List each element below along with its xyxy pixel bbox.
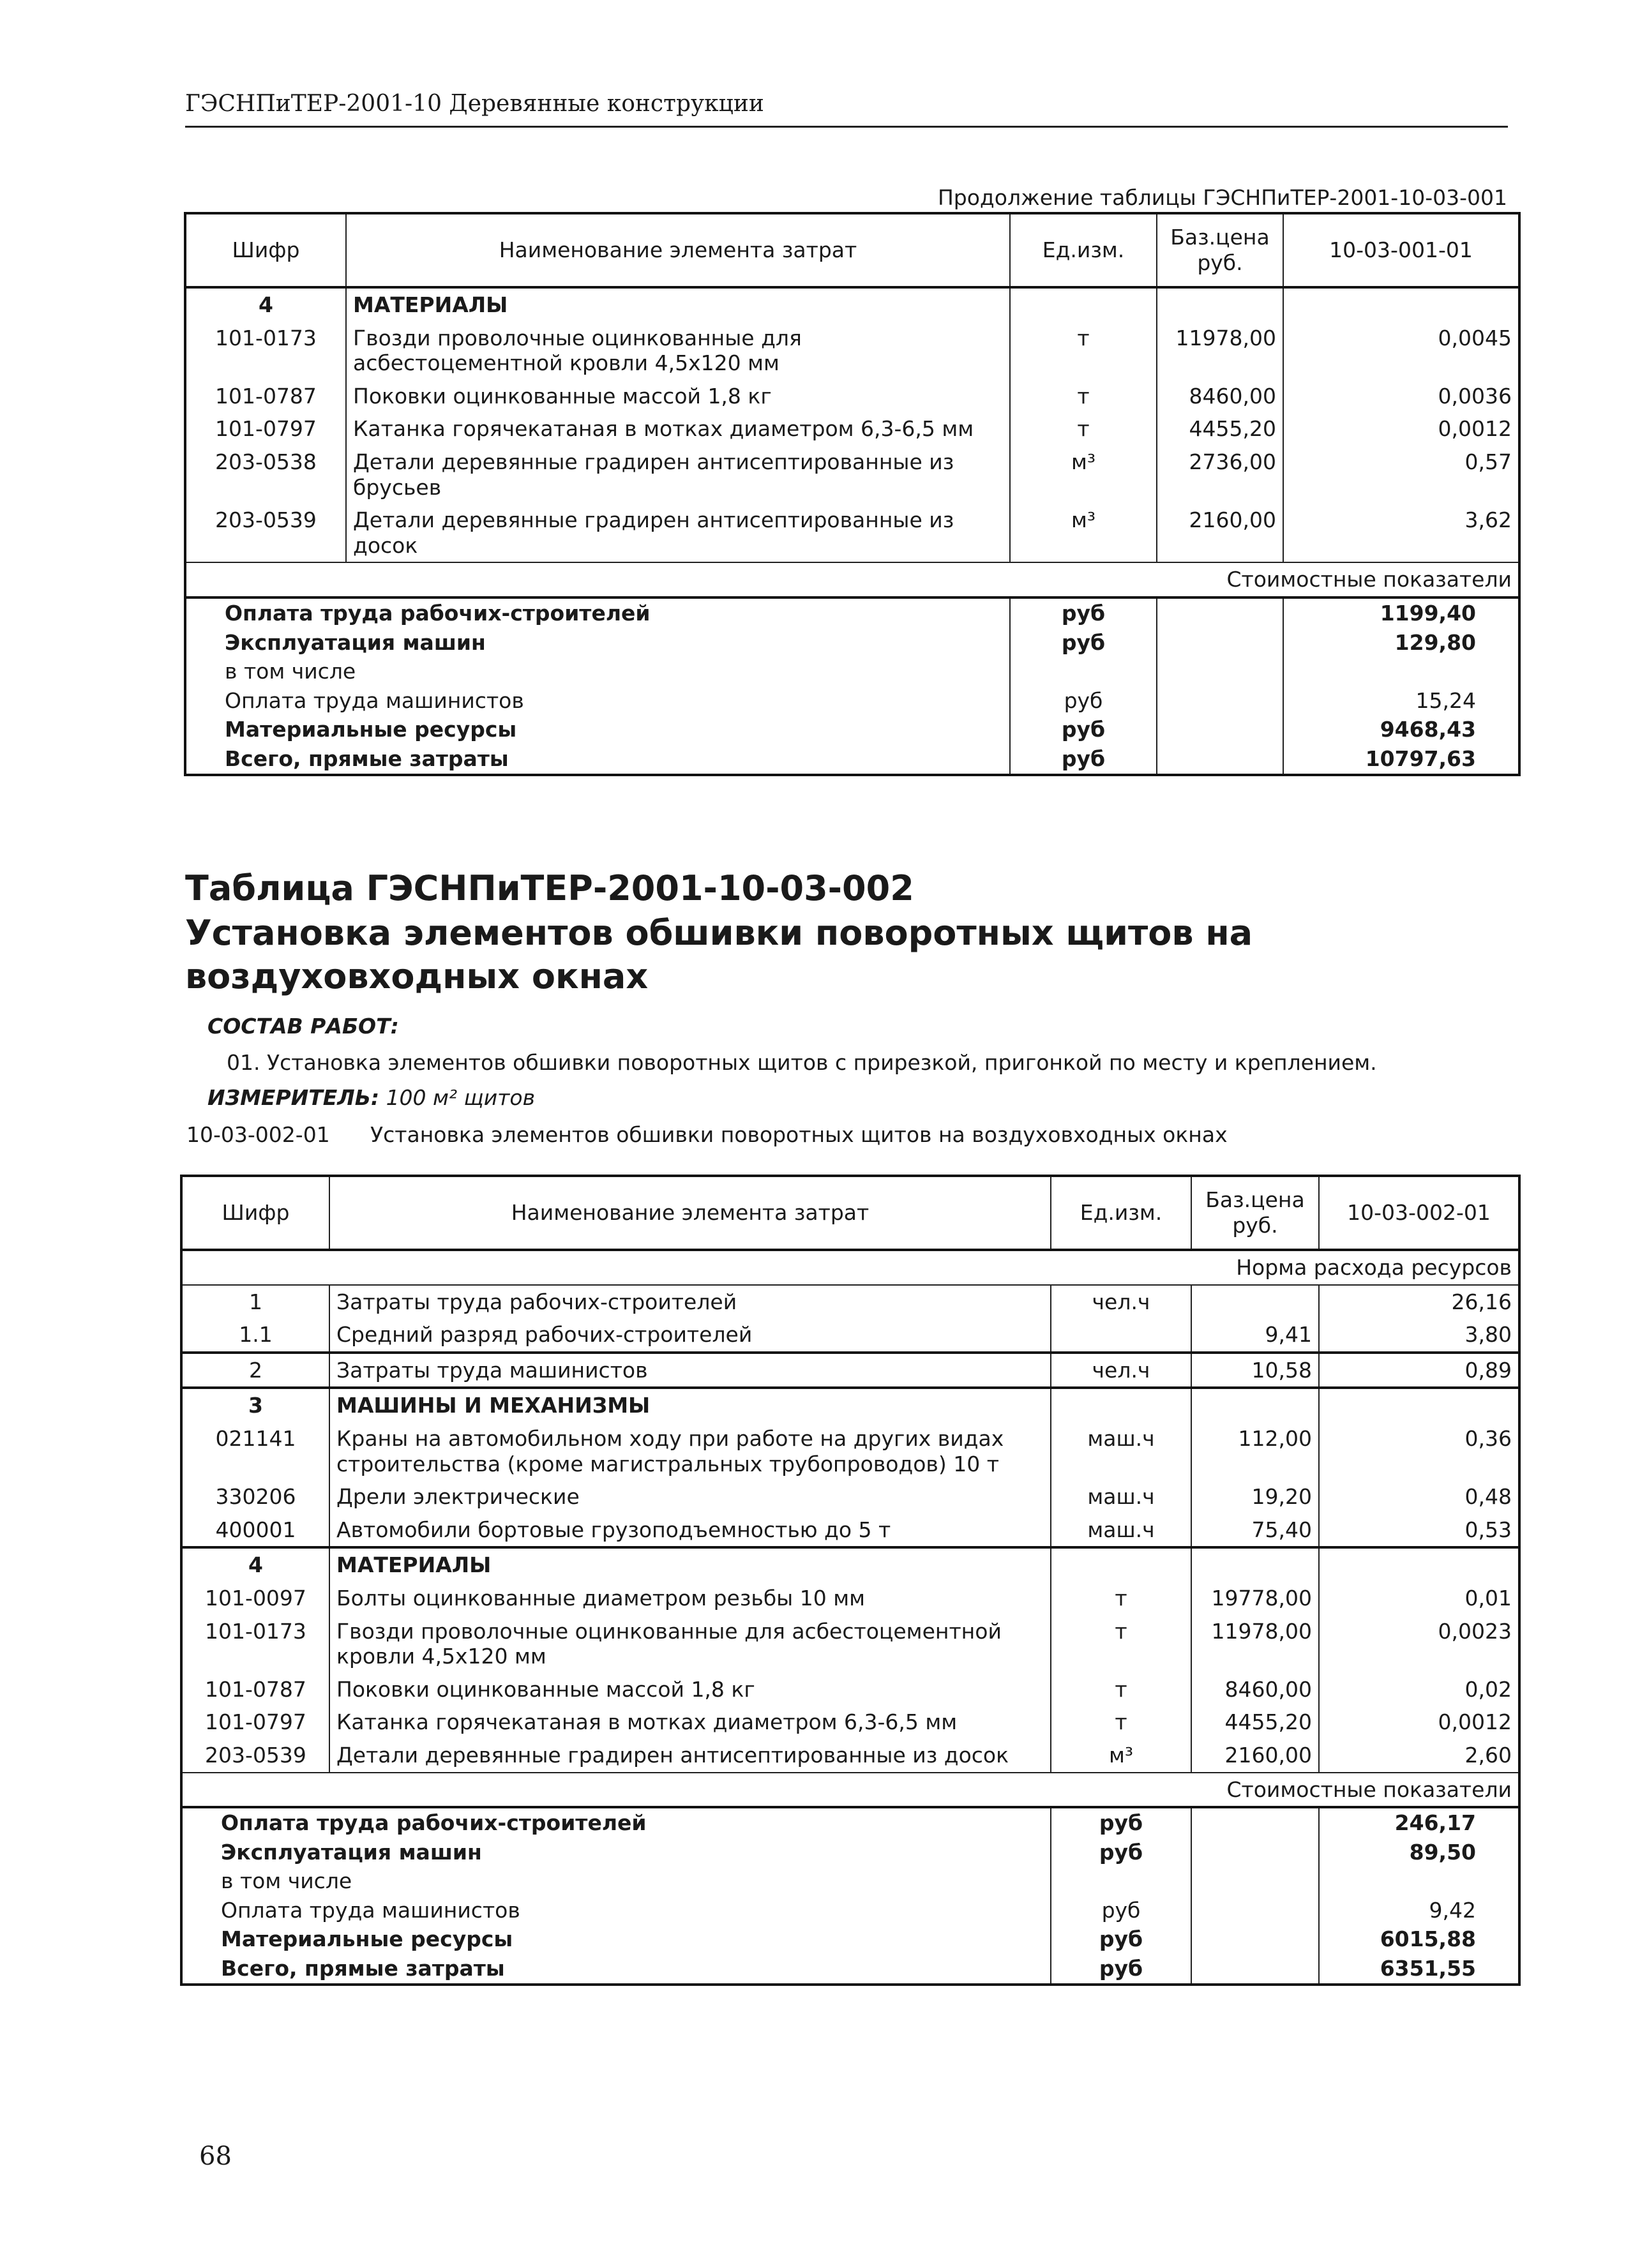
row-name: Болты оцинкованные диаметром резьбы 10 мм — [329, 1582, 1051, 1615]
summary-price-empty — [1157, 657, 1283, 686]
row-name: Дрели электрические — [329, 1480, 1051, 1513]
summary-row — [185, 686, 1519, 716]
summary-price-empty — [1157, 744, 1283, 775]
summary-label: Оплата труда машинистов — [225, 687, 524, 713]
table-row — [181, 1388, 1519, 1422]
norm-header: Норма расхода ресурсов — [181, 1250, 1519, 1285]
table-row — [185, 322, 1519, 380]
row-price: 75,40 — [1191, 1513, 1319, 1548]
cost-header: Стоимостные показатели — [185, 562, 1519, 597]
row-value: 0,0036 — [1283, 380, 1519, 413]
row-unit: т — [1051, 1706, 1191, 1739]
row-code: 101-0797 — [181, 1706, 329, 1739]
summary-row — [185, 628, 1519, 657]
summary-value: 6351,55 — [1319, 1954, 1519, 1985]
summary-row — [185, 715, 1519, 744]
summary-price-empty — [1157, 628, 1283, 657]
row-value: 26,16 — [1319, 1285, 1519, 1319]
summary-label: Материальные ресурсы — [225, 717, 517, 742]
summary-value: 9,42 — [1319, 1896, 1519, 1925]
summary-unit: руб — [1051, 1954, 1191, 1985]
summary-row — [185, 657, 1519, 686]
row-unit: м³ — [1010, 446, 1157, 504]
item-code: 10-03-002-01 — [186, 1122, 330, 1147]
summary-row — [181, 1954, 1519, 1985]
table-row — [181, 1318, 1519, 1353]
summary-row — [181, 1896, 1519, 1925]
row-price: 2160,00 — [1191, 1739, 1319, 1773]
col-price: Баз.цена руб. — [1157, 213, 1283, 287]
table-subtitle: Установка элементов обшивки поворотных щитов на воздуховходных окнах — [185, 913, 1253, 996]
row-code: 330206 — [181, 1480, 329, 1513]
row-code: 400001 — [181, 1513, 329, 1548]
row-value: 0,01 — [1319, 1582, 1519, 1615]
summary-price-empty — [1191, 1807, 1319, 1838]
row-value: 0,0012 — [1283, 412, 1519, 446]
row-price: 112,00 — [1191, 1422, 1319, 1480]
row-name: Поковки оцинкованные массой 1,8 кг — [329, 1673, 1051, 1706]
row-name: Средний разряд рабочих-строителей — [329, 1318, 1051, 1353]
row-code: 101-0787 — [181, 1673, 329, 1706]
row-value: 0,0023 — [1319, 1615, 1519, 1673]
row-unit: м³ — [1051, 1739, 1191, 1773]
row-price: 2736,00 — [1157, 446, 1283, 504]
summary-unit: руб — [1051, 1896, 1191, 1925]
row-value: 0,02 — [1319, 1673, 1519, 1706]
empty-cell — [1283, 287, 1519, 322]
row-name: Гвозди проволочные оцинкованные для асбестоцементной кровли 4,5х120 мм — [329, 1615, 1051, 1673]
table-row — [181, 1739, 1519, 1773]
table-row — [181, 1547, 1519, 1582]
measure-line — [207, 1085, 535, 1110]
summary-label: в том числе — [221, 1868, 352, 1894]
row-name: Автомобили бортовые грузоподъемностью до 5 т — [329, 1513, 1051, 1548]
page-number: 68 — [199, 2142, 232, 2171]
summary-unit — [1010, 657, 1157, 686]
table-row — [181, 1582, 1519, 1615]
section-row — [185, 287, 1519, 322]
table-row — [181, 1480, 1519, 1513]
row-price: 4455,20 — [1191, 1706, 1319, 1739]
summary-unit — [1051, 1866, 1191, 1896]
row-value: 0,0045 — [1283, 322, 1519, 380]
table-row — [181, 1615, 1519, 1673]
row-code: 203-0539 — [181, 1739, 329, 1773]
row-unit: маш.ч — [1051, 1513, 1191, 1548]
row-value: 3,80 — [1319, 1318, 1519, 1353]
row-unit: т — [1051, 1582, 1191, 1615]
item-name: Установка элементов обшивки поворотных щитов на воздуховходных окнах — [370, 1122, 1228, 1147]
measure-value: 100 м² щитов — [386, 1085, 536, 1110]
table-row — [185, 504, 1519, 562]
table-row — [181, 1706, 1519, 1739]
norm-header-row — [181, 1250, 1519, 1285]
col-code: Шифр — [185, 213, 346, 287]
row-name: Затраты труда рабочих-строителей — [329, 1285, 1051, 1319]
summary-value: 246,17 — [1319, 1807, 1519, 1838]
row-name: Катанка горячекатаная в мотках диаметром 6,3-6,5 мм — [329, 1706, 1051, 1739]
row-value: 0,0012 — [1319, 1706, 1519, 1739]
cost-table-1 — [184, 212, 1521, 776]
summary-value — [1283, 657, 1519, 686]
row-value: 0,36 — [1319, 1422, 1519, 1480]
summary-unit: руб — [1051, 1838, 1191, 1867]
summary-price-empty — [1191, 1925, 1319, 1954]
summary-price-empty — [1157, 686, 1283, 716]
table-row — [181, 1673, 1519, 1706]
summary-label: Оплата труда рабочих-строителей — [185, 597, 1010, 628]
table-caption: Продолжение таблицы ГЭСНПиТЕР-2001-10-03-001 — [937, 185, 1507, 210]
summary-unit: руб — [1010, 686, 1157, 716]
summary-price-empty — [1191, 1954, 1319, 1985]
row-code: 101-0787 — [185, 380, 346, 413]
row-value: 0,53 — [1319, 1513, 1519, 1548]
row-name: Поковки оцинкованные массой 1,8 кг — [346, 380, 1010, 413]
summary-row — [181, 1838, 1519, 1867]
cost-header-row — [185, 562, 1519, 597]
table-header-row — [185, 213, 1519, 287]
row-price: 19778,00 — [1191, 1582, 1319, 1615]
empty-cell — [1010, 287, 1157, 322]
col-norm: 10-03-001-01 — [1283, 213, 1519, 287]
row-code: 4 — [181, 1547, 329, 1582]
summary-label: Материальные ресурсы — [221, 1926, 513, 1952]
summary-value: 129,80 — [1283, 628, 1519, 657]
row-price: 8460,00 — [1191, 1673, 1319, 1706]
row-unit: маш.ч — [1051, 1480, 1191, 1513]
summary-label: Оплата труда машинистов — [221, 1897, 520, 1923]
col-name: Наименование элемента затрат — [329, 1176, 1051, 1250]
row-value — [1319, 1388, 1519, 1422]
summary-value: 10797,63 — [1283, 744, 1519, 775]
summary-row — [185, 597, 1519, 628]
table-title: Таблица ГЭСНПиТЕР-2001-10-03-002 — [185, 868, 914, 908]
col-price: Баз.цена руб. — [1191, 1176, 1319, 1250]
row-code: 1.1 — [181, 1318, 329, 1353]
row-name: МАШИНЫ И МЕХАНИЗМЫ — [329, 1388, 1051, 1422]
summary-row — [181, 1866, 1519, 1896]
work-item: 01. Установка элементов обшивки поворотных щитов с прирезкой, пригонкой по месту и креплением. — [227, 1050, 1377, 1075]
cost-header-row — [181, 1773, 1519, 1808]
row-price — [1191, 1388, 1319, 1422]
row-code: 101-0173 — [181, 1615, 329, 1673]
row-price: 9,41 — [1191, 1318, 1319, 1353]
summary-row — [181, 1807, 1519, 1838]
table-header-row — [181, 1176, 1519, 1250]
row-value: 2,60 — [1319, 1739, 1519, 1773]
row-price — [1191, 1547, 1319, 1582]
summary-row — [185, 744, 1519, 775]
summary-unit: руб — [1010, 715, 1157, 744]
summary-value: 89,50 — [1319, 1838, 1519, 1867]
table-row — [185, 446, 1519, 504]
row-price: 2160,00 — [1157, 504, 1283, 562]
row-code: 1 — [181, 1285, 329, 1319]
row-price: 8460,00 — [1157, 380, 1283, 413]
row-name: Детали деревянные градирен антисептированные из брусьев — [346, 446, 1010, 504]
table-row — [181, 1513, 1519, 1548]
row-unit: м³ — [1010, 504, 1157, 562]
row-price: 4455,20 — [1157, 412, 1283, 446]
summary-value — [1319, 1866, 1519, 1896]
row-unit: т — [1010, 412, 1157, 446]
summary-price-empty — [1191, 1896, 1319, 1925]
summary-price-empty — [1157, 597, 1283, 628]
summary-value: 9468,43 — [1283, 715, 1519, 744]
row-value: 0,89 — [1319, 1353, 1519, 1388]
summary-price-empty — [1157, 715, 1283, 744]
row-code: 203-0539 — [185, 504, 346, 562]
row-price: 19,20 — [1191, 1480, 1319, 1513]
summary-label: в том числе — [225, 659, 356, 684]
section-title: МАТЕРИАЛЫ — [346, 287, 1010, 322]
summary-value: 6015,88 — [1319, 1925, 1519, 1954]
row-unit: т — [1051, 1615, 1191, 1673]
row-name: МАТЕРИАЛЫ — [329, 1547, 1051, 1582]
measure-label: ИЗМЕРИТЕЛЬ: — [207, 1085, 380, 1110]
row-name: Краны на автомобильном ходу при работе на других видах строительства (кроме магистральных трубопроводов) 10 т — [329, 1422, 1051, 1480]
row-code: 021141 — [181, 1422, 329, 1480]
row-name: Детали деревянные градирен антисептированные из досок — [329, 1739, 1051, 1773]
row-code: 203-0538 — [185, 446, 346, 504]
row-unit — [1051, 1318, 1191, 1353]
row-code: 2 — [181, 1353, 329, 1388]
summary-label: Всего, прямые затраты — [221, 1956, 505, 1981]
summary-unit: руб — [1010, 744, 1157, 775]
row-code: 101-0797 — [185, 412, 346, 446]
running-header: ГЭСНПиТЕР-2001-10 Деревянные конструкции — [185, 91, 1508, 128]
row-value: 3,62 — [1283, 504, 1519, 562]
empty-cell — [1157, 287, 1283, 322]
table-row — [185, 380, 1519, 413]
cost-table-2 — [180, 1175, 1521, 1986]
row-price: 11978,00 — [1157, 322, 1283, 380]
summary-label: Эксплуатация машин — [225, 629, 486, 655]
row-unit: чел.ч — [1051, 1353, 1191, 1388]
row-code: 101-0097 — [181, 1582, 329, 1615]
summary-price-empty — [1191, 1866, 1319, 1896]
row-unit — [1051, 1388, 1191, 1422]
row-code: 3 — [181, 1388, 329, 1422]
row-unit — [1051, 1547, 1191, 1582]
work-composition-label: СОСТАВ РАБОТ: — [207, 1014, 399, 1039]
row-value — [1319, 1547, 1519, 1582]
row-name: Затраты труда машинистов — [329, 1353, 1051, 1388]
row-unit: т — [1010, 380, 1157, 413]
row-unit: т — [1010, 322, 1157, 380]
section-number: 4 — [185, 287, 346, 322]
summary-label: Эксплуатация машин — [221, 1839, 482, 1865]
summary-label: Оплата труда рабочих-строителей — [181, 1807, 1051, 1838]
row-name: Гвозди проволочные оцинкованные для асбестоцементной кровли 4,5х120 мм — [346, 322, 1010, 380]
summary-unit: руб — [1010, 628, 1157, 657]
summary-unit: руб — [1010, 597, 1157, 628]
cost-header: Стоимостные показатели — [181, 1773, 1519, 1808]
col-norm: 10-03-002-01 — [1319, 1176, 1519, 1250]
summary-label: Всего, прямые затраты — [225, 746, 509, 771]
summary-price-empty — [1191, 1838, 1319, 1867]
summary-unit: руб — [1051, 1925, 1191, 1954]
summary-row — [181, 1925, 1519, 1954]
row-price: 11978,00 — [1191, 1615, 1319, 1673]
col-name: Наименование элемента затрат — [346, 213, 1010, 287]
row-name: Катанка горячекатаная в мотках диаметром 6,3-6,5 мм — [346, 412, 1010, 446]
summary-value: 1199,40 — [1283, 597, 1519, 628]
row-name: Детали деревянные градирен антисептированные из досок — [346, 504, 1010, 562]
table-row — [181, 1353, 1519, 1388]
col-unit: Ед.изм. — [1010, 213, 1157, 287]
row-price: 10,58 — [1191, 1353, 1319, 1388]
row-unit: маш.ч — [1051, 1422, 1191, 1480]
col-unit: Ед.изм. — [1051, 1176, 1191, 1250]
col-code: Шифр — [181, 1176, 329, 1250]
row-code: 101-0173 — [185, 322, 346, 380]
row-unit: т — [1051, 1673, 1191, 1706]
row-unit: чел.ч — [1051, 1285, 1191, 1319]
summary-unit: руб — [1051, 1807, 1191, 1838]
row-value: 0,48 — [1319, 1480, 1519, 1513]
row-value: 0,57 — [1283, 446, 1519, 504]
table-row — [185, 412, 1519, 446]
summary-value: 15,24 — [1283, 686, 1519, 716]
table-row — [181, 1285, 1519, 1319]
row-price — [1191, 1285, 1319, 1319]
table-row — [181, 1422, 1519, 1480]
